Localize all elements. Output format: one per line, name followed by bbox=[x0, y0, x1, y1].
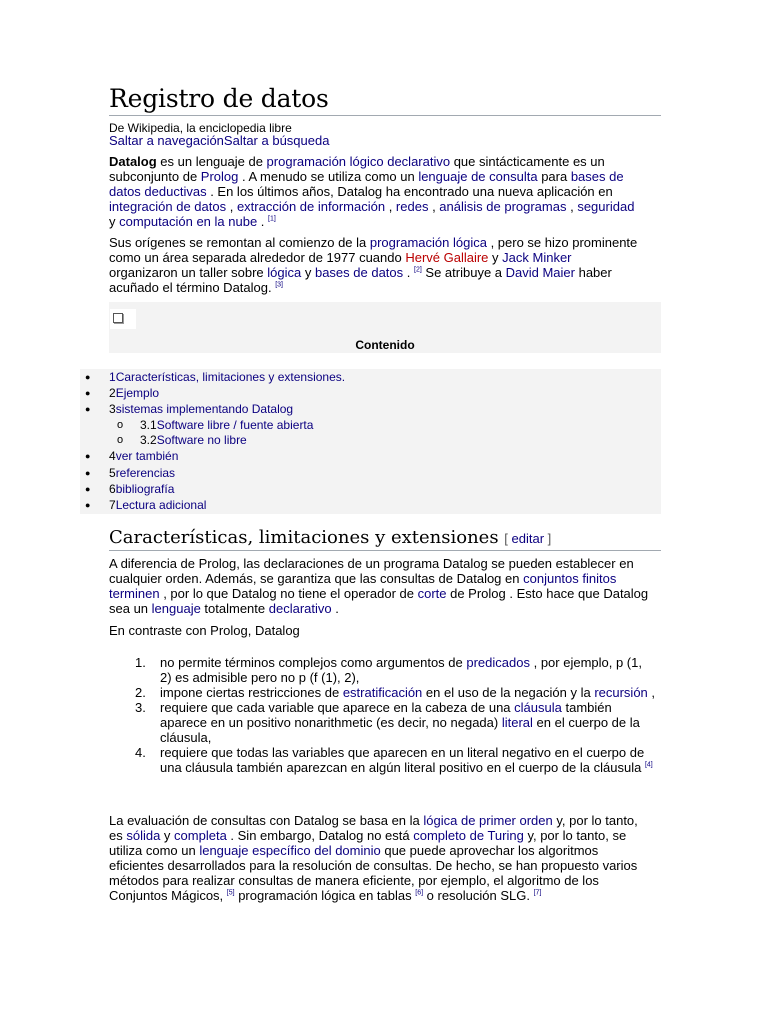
checkbox-icon bbox=[113, 313, 123, 323]
text: totalmente bbox=[200, 601, 269, 616]
section-heading bbox=[109, 527, 661, 551]
toc-number: 2 bbox=[109, 386, 116, 400]
toc-number: 7 bbox=[109, 498, 116, 512]
text: Se atribuye a bbox=[421, 265, 506, 280]
link-estratificacion[interactable]: estratificación bbox=[342, 685, 423, 700]
bullet-icon: ● bbox=[85, 451, 91, 461]
link-redes[interactable]: redes bbox=[395, 199, 429, 214]
text: en el cuerpo de la cláusula, bbox=[160, 715, 640, 745]
text: . Sin embargo, Datalog no está bbox=[226, 828, 414, 843]
text: , bbox=[647, 685, 656, 700]
datalog-bold: Datalog bbox=[109, 154, 157, 169]
origins-paragraph bbox=[109, 235, 639, 295]
link-prolog[interactable]: Prolog bbox=[200, 169, 239, 184]
text: requiere que cada variable que aparece en la cabeza de una bbox=[160, 700, 515, 715]
link-bases-de-datos[interactable]: bases de datos bbox=[314, 265, 404, 280]
text: y bbox=[109, 214, 120, 229]
link-bases-de-datos-deductivas[interactable]: bases de datos deductivas bbox=[109, 169, 624, 199]
intro-paragraph bbox=[109, 154, 639, 229]
link-programacion-logica[interactable]: programación lógica bbox=[369, 235, 487, 250]
text: haber acuñado el término Datalog. bbox=[109, 265, 612, 295]
text: La evaluación de consultas con Datalog se basa en la bbox=[109, 813, 424, 828]
list-number: 1. bbox=[135, 655, 146, 670]
link-david-maier[interactable]: David Maier bbox=[505, 265, 575, 280]
toc-toggle[interactable] bbox=[110, 309, 136, 329]
page-title: Registro de datos bbox=[109, 84, 661, 116]
link-recursion[interactable]: recursión bbox=[594, 685, 648, 700]
reference-4[interactable]: [4] bbox=[644, 761, 653, 769]
text: requiere que todas las variables que aparecen en un literal negativo en el cuerpo de una cláusula también aparezcan en algún literal positivo en el cuerpo de la cláusula bbox=[160, 745, 645, 775]
text: . En los últimos años, Datalog ha encontrado una nueva aplicación en bbox=[206, 184, 613, 199]
reference-2[interactable]: [2] bbox=[414, 266, 422, 274]
link-completo-de-turing[interactable]: completo de Turing bbox=[413, 828, 524, 843]
text: y bbox=[301, 265, 315, 280]
toc-label: referencias bbox=[115, 466, 176, 480]
toc-number: 3.2 bbox=[140, 433, 157, 447]
link-seguridad[interactable]: seguridad bbox=[577, 199, 635, 214]
circle-bullet-icon: o bbox=[117, 434, 124, 446]
text: y bbox=[160, 828, 175, 843]
text: , por lo que Datalog no tiene el operador de bbox=[159, 586, 418, 601]
text: y, por lo tanto, es bbox=[109, 813, 638, 843]
toc-list bbox=[80, 369, 661, 514]
toc-label: Características, limitaciones y extensiones. bbox=[115, 370, 346, 384]
link-declarativo[interactable]: declarativo bbox=[268, 601, 332, 616]
text: , pero se hizo prominente como un área separada alrededor de 1977 cuando bbox=[109, 235, 638, 265]
reference-5[interactable]: [5] bbox=[226, 889, 235, 897]
text: , bbox=[566, 199, 578, 214]
circle-bullet-icon: o bbox=[117, 419, 124, 431]
text: , bbox=[385, 199, 396, 214]
bullet-icon: ● bbox=[85, 468, 91, 478]
text: también aparece en un positivo nonarithmetic (es decir, no negada) bbox=[160, 700, 612, 730]
link-literal[interactable]: literal bbox=[501, 715, 533, 730]
link-extraccion-de-informacion[interactable]: extracción de información bbox=[236, 199, 386, 214]
text: . bbox=[257, 214, 269, 229]
toc-title: Contenido bbox=[355, 338, 415, 352]
text: que sintácticamente es un subconjunto de bbox=[109, 154, 605, 184]
toc-label: Software libre / fuente abierta bbox=[156, 418, 314, 432]
section-heading-text: Características, limitaciones y extensiones bbox=[109, 527, 499, 548]
link-herve-gallaire[interactable]: Hervé Gallaire bbox=[405, 250, 489, 265]
list-number: 4. bbox=[135, 745, 146, 760]
list-number: 2. bbox=[135, 685, 146, 700]
text: es un lenguaje de bbox=[156, 154, 267, 169]
toc-header bbox=[109, 302, 661, 353]
text: y bbox=[488, 250, 503, 265]
edit-section bbox=[504, 531, 551, 546]
reference-7[interactable]: [7] bbox=[533, 889, 542, 897]
text: organizaron un taller sobre bbox=[109, 265, 268, 280]
text: . bbox=[403, 265, 414, 280]
text: , bbox=[428, 199, 440, 214]
toc-number: 6 bbox=[109, 482, 116, 496]
link-clausula[interactable]: cláusula bbox=[514, 700, 562, 715]
link-lenguaje-de-consulta[interactable]: lenguaje de consulta bbox=[418, 169, 538, 184]
toc-label: Software no libre bbox=[156, 433, 247, 447]
jump-links bbox=[109, 133, 329, 148]
text: . bbox=[331, 601, 339, 616]
text: , bbox=[226, 199, 237, 214]
text: A diferencia de Prolog, las declaraciones de un programa Datalog se pueden establecer en cualquier orden. Además, se garantiza que las consultas de Datalog en bbox=[109, 556, 634, 586]
link-programacion-logico-declarativo[interactable]: programación lógico declarativo bbox=[266, 154, 451, 169]
text: Sus orígenes se remontan al comienzo de la bbox=[109, 235, 370, 250]
link-lenguaje[interactable]: lenguaje bbox=[151, 601, 201, 616]
toc-number: 3.1 bbox=[140, 418, 157, 432]
restrictions-list bbox=[135, 655, 655, 775]
link-jack-minker[interactable]: Jack Minker bbox=[502, 250, 572, 265]
bullet-icon: ● bbox=[85, 500, 91, 510]
link-lenguaje-especifico-del-dominio[interactable]: lenguaje específico del dominio bbox=[199, 843, 381, 858]
list-number: 3. bbox=[135, 700, 146, 715]
text: impone ciertas restricciones de bbox=[160, 685, 343, 700]
reference-3[interactable]: [3] bbox=[275, 281, 284, 289]
toc-number: 3 bbox=[109, 402, 116, 416]
evaluation-paragraph bbox=[109, 813, 639, 903]
link-computacion-en-la-nube[interactable]: computación en la nube bbox=[119, 214, 258, 229]
text: y, por lo tanto, se utiliza como un bbox=[109, 828, 627, 858]
text: no permite términos complejos como argumentos de bbox=[160, 655, 467, 670]
toc-number: 5 bbox=[109, 466, 116, 480]
toc-number: 4 bbox=[109, 449, 116, 463]
link-logica[interactable]: lógica bbox=[267, 265, 302, 280]
bullet-icon: ● bbox=[85, 404, 91, 414]
toc-label: bibliografía bbox=[115, 482, 175, 496]
text: , por ejemplo, p (1, 2) es admisible pero no p (f (1), 2), bbox=[160, 655, 642, 685]
bullet-icon: ● bbox=[85, 372, 91, 382]
text: programación lógica en tablas bbox=[234, 888, 416, 903]
reference-6[interactable]: [6] bbox=[415, 889, 424, 897]
toc-label: ver también bbox=[115, 449, 179, 463]
link-integracion-de-datos[interactable]: integración de datos bbox=[109, 199, 227, 214]
text: que puede aprovechar los algoritmos eficientes desarrollados para la resolución de consultas. De hecho, se han propuesto varios métodos para realizar consultas de manera eficiente, por ejemplo, el algoritmo de los Conjuntos Mágicos, bbox=[109, 843, 638, 903]
edit-link[interactable]: editar bbox=[511, 531, 545, 546]
toc-number: 1 bbox=[109, 370, 116, 384]
link-conjuntos-finitos-terminen[interactable]: conjuntos finitos terminen bbox=[109, 571, 617, 601]
link-analisis-de-programas[interactable]: análisis de programas bbox=[439, 199, 567, 214]
reference-1[interactable]: [1] bbox=[268, 215, 276, 223]
link-predicados[interactable]: predicados bbox=[466, 655, 530, 670]
text: o resolución SLG. bbox=[423, 888, 534, 903]
list-item bbox=[135, 685, 655, 700]
text: de Prolog . Esto hace que Datalog sea un bbox=[109, 586, 649, 616]
edit-bracket-open: [ bbox=[504, 531, 512, 546]
edit-bracket-close: ] bbox=[544, 531, 552, 546]
list-item bbox=[135, 655, 655, 685]
list-item bbox=[135, 745, 655, 775]
text: en el uso de la negación y la bbox=[422, 685, 595, 700]
toc-label: sistemas implementando Datalog bbox=[115, 402, 294, 416]
text: para bbox=[537, 169, 571, 184]
bullet-icon: ● bbox=[85, 388, 91, 398]
site-tagline: De Wikipedia, la enciclopedia libre bbox=[109, 121, 292, 135]
jump-to-navigation-link[interactable]: Saltar a navegación bbox=[109, 133, 224, 148]
contrast-paragraph: En contraste con Prolog, Datalog bbox=[109, 623, 300, 638]
link-solida[interactable]: sólida bbox=[126, 828, 161, 843]
toc-label: Ejemplo bbox=[115, 386, 160, 400]
link-corte[interactable]: corte bbox=[417, 586, 447, 601]
text: . A menudo se utiliza como un bbox=[238, 169, 419, 184]
toc-label: Lectura adicional bbox=[115, 498, 207, 512]
link-logica-de-primer-orden[interactable]: lógica de primer orden bbox=[423, 813, 553, 828]
link-completa[interactable]: completa bbox=[174, 828, 227, 843]
bullet-icon: ● bbox=[85, 484, 91, 494]
jump-to-search-link[interactable]: Saltar a búsqueda bbox=[223, 133, 330, 148]
list-item bbox=[135, 700, 655, 745]
prolog-difference-paragraph bbox=[109, 556, 661, 616]
